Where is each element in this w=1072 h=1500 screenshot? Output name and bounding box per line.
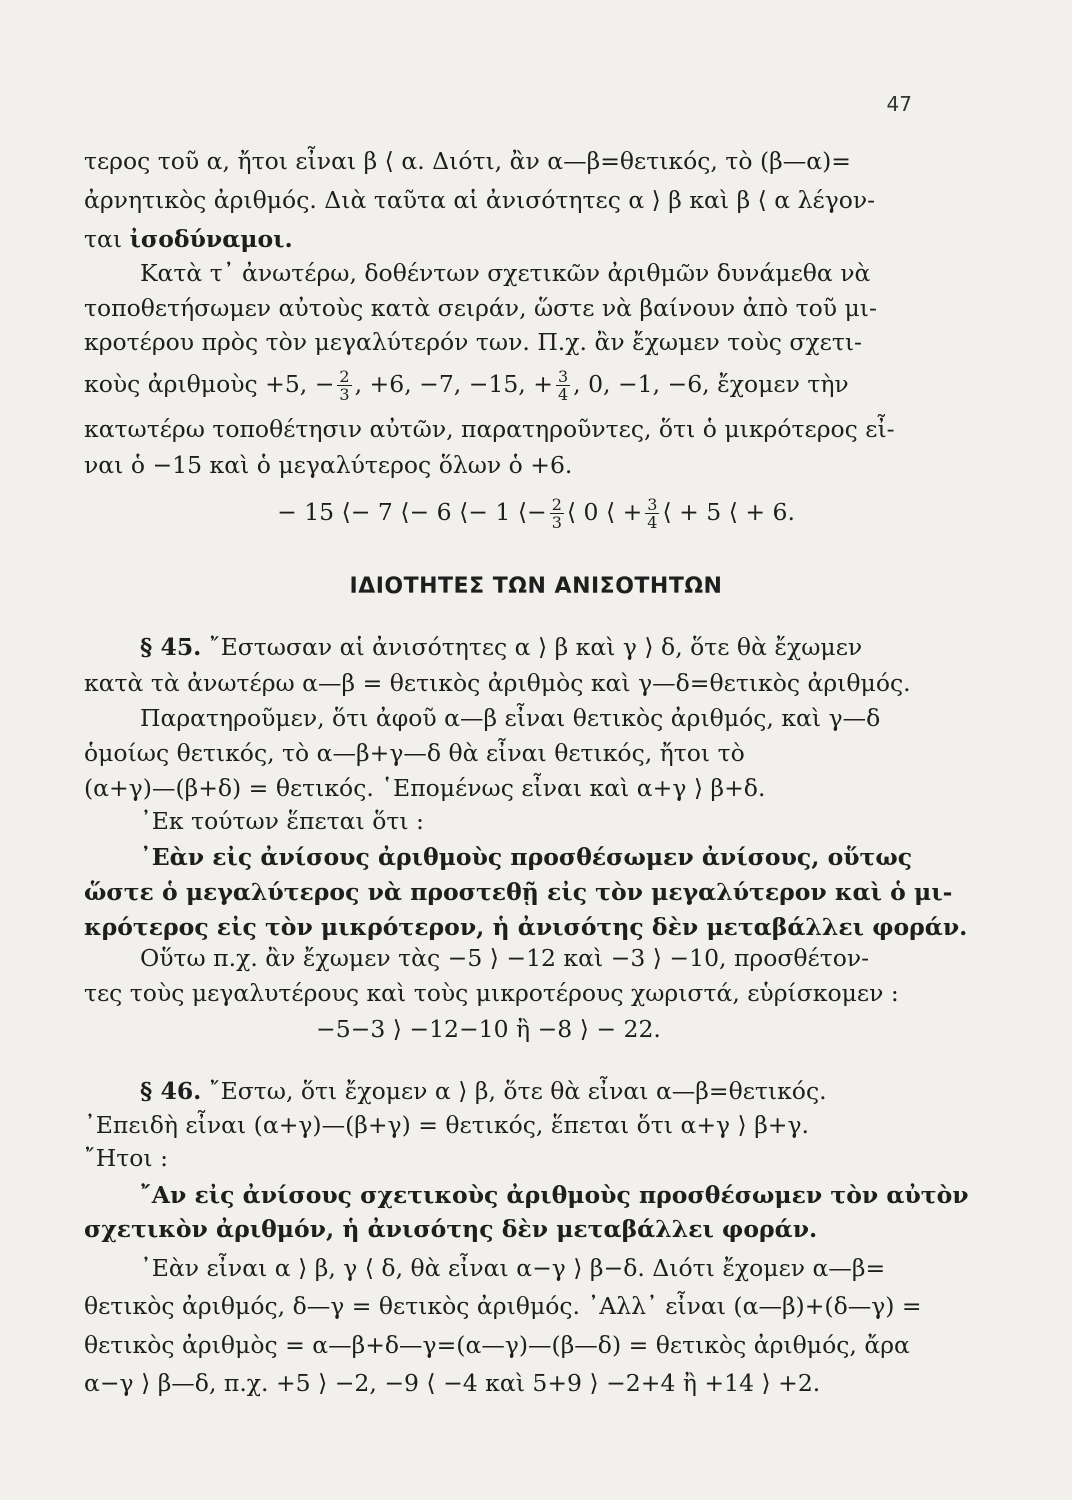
text-line: ᾽Εκ τούτων ἕπεται ὅτι : xyxy=(140,807,424,835)
fraction-denominator: 4 xyxy=(647,513,658,532)
rule-statement: ῎Αν εἰς ἀνίσους σχετικοὺς ἀριθμοὺς προσθέσωμεν τὸν αὐτὸν xyxy=(140,1181,969,1209)
text-fragment: ῎Εστωσαν αἱ ἀνισότητες α ⟩ β καὶ γ ⟩ δ, ὅτε θὰ ἔχωμεν xyxy=(208,633,863,661)
text-line: ᾽Επειδὴ εἶναι (α+γ)—(β+γ) = θετικός, ἕπεται ὅτι α+γ ⟩ β+γ. xyxy=(84,1111,809,1139)
section-number: § 45. xyxy=(140,633,202,661)
rule-statement: σχετικὸν ἀριθμόν, ἡ ἀνισότης δὲν μεταβάλλει φοράν. xyxy=(84,1215,818,1243)
rule-statement: ᾽Εὰν εἰς ἀνίσους ἀριθμοὺς προσθέσωμεν ἀνίσους, οὕτως xyxy=(140,843,913,871)
fraction-numerator: 3 xyxy=(647,495,658,514)
fraction xyxy=(556,368,570,403)
text-line: θετικὸς ἀριθμὸς = α—β+δ—γ=(α—γ)—(β—δ) = θετικὸς ἀριθμός, ἄρα xyxy=(84,1331,910,1359)
text-line: ᾽Εὰν εἶναι α ⟩ β, γ ⟨ δ, θὰ εἶναι α−γ ⟩ β−δ. Διότι ἔχομεν α—β= xyxy=(140,1254,886,1282)
fraction-denominator: 3 xyxy=(339,385,350,404)
fraction-numerator: 2 xyxy=(339,367,350,386)
text-line: Παρατηροῦμεν, ὅτι ἀφοῦ α—β εἶναι θετικὸς ἀριθμός, καὶ γ—δ xyxy=(140,704,881,732)
text-line: ἀρνητικὸς ἀριθμός. Διὰ ταῦτα αἱ ἀνισότητες α ⟩ β καὶ β ⟨ α λέγον- xyxy=(84,186,876,214)
text-fragment: κοὺς ἀριθμοὺς +5, − xyxy=(84,370,335,398)
text-line: ναι ὁ −15 καὶ ὁ μεγαλύτερος ὅλων ὁ +6. xyxy=(84,451,573,479)
text-line: Κατὰ τ᾽ ἀνωτέρω, δοθέντων σχετικῶν ἀριθμῶν δυνάμεθα νὰ xyxy=(140,259,871,287)
text-line: κατὰ τὰ ἀνωτέρω α—β = θετικὸς ἀριθμὸς καὶ γ—δ=θετικὸς ἀριθμός. xyxy=(84,669,911,697)
section-heading: ΙΔΙΟΤΗΤΕΣ ΤΩΝ ΑΝΙΣΟΤΗΤΩΝ xyxy=(349,574,723,599)
text-line xyxy=(140,1076,972,1106)
fraction-numerator: 2 xyxy=(551,495,562,514)
text-fragment: ῎Εστω, ὅτι ἔχομεν α ⟩ β, ὅτε θὰ εἶναι α—β=θετικός. xyxy=(208,1077,827,1105)
text-fragment: − 15 ⟨− 7 ⟨− 6 ⟨− 1 ⟨− xyxy=(277,498,547,526)
text-line: κροτέρου πρὸς τὸν μεγαλύτερόν των. Π.χ. ἂν ἔχωμεν τοὺς σχετι- xyxy=(84,328,862,356)
fraction xyxy=(337,368,351,403)
fraction xyxy=(645,496,659,531)
fraction-denominator: 4 xyxy=(557,385,569,404)
text-line-with-fractions xyxy=(84,368,916,403)
ordering-line xyxy=(0,496,1072,531)
rule-statement: ὥστε ὁ μεγαλύτερος νὰ προστεθῇ εἰς τὸν μεγαλύτερον καὶ ὁ μι- xyxy=(84,878,953,906)
text-line: Οὕτω π.χ. ἂν ἔχωμεν τὰς −5 ⟩ −12 καὶ −3 ⟩ −10, προσθέτον- xyxy=(140,944,870,972)
fraction-numerator: 3 xyxy=(557,367,569,386)
page-number: 47 xyxy=(886,92,912,116)
text-line: τες τοὺς μεγαλυτέρους καὶ τοὺς μικροτέρους χωριστά, εὑρίσκομεν : xyxy=(84,979,899,1007)
text-line: τερος τοῦ α, ἤτοι εἶναι β ⟨ α. Διότι, ἂν α—β=θετικός, τὸ (β—α)= xyxy=(84,147,851,175)
text-fragment: ⟨ 0 ⟨ + xyxy=(566,498,643,526)
text-line: α−γ ⟩ β—δ, π.χ. +5 ⟩ −2, −9 ⟨ −4 καὶ 5+9 ⟩ −2+4 ἢ +14 ⟩ +2. xyxy=(84,1369,821,1397)
fraction-denominator: 3 xyxy=(551,513,562,532)
text-line xyxy=(84,224,916,254)
text-fragment: , +6, −7, −15, + xyxy=(354,370,553,398)
section-number: § 46. xyxy=(140,1077,202,1105)
text-line: θετικὸς ἀριθμός, δ—γ = θετικὸς ἀριθμός. ᾽Αλλ᾽ εἶναι (α—β)+(δ—γ) = xyxy=(84,1292,922,1320)
text-fragment: ται xyxy=(84,225,130,253)
text-line xyxy=(140,632,972,662)
text-fragment: , 0, −1, −6, ἔχομεν τὴν xyxy=(573,370,849,398)
text-line: ῎Ητοι : xyxy=(84,1144,168,1172)
bold-term: ἰσοδύναμοι. xyxy=(129,225,293,253)
text-line: κατωτέρω τοποθέτησιν αὐτῶν, παρατηροῦντες, ὅτι ὁ μικρότερος εἶ- xyxy=(84,415,895,443)
text-line: ὁμοίως θετικός, τὸ α—β+γ—δ θὰ εἶναι θετικός, ἤτοι τὸ xyxy=(84,739,745,767)
rule-statement: κρότερος εἰς τὸν μικρότερον, ἡ ἀνισότης δὲν μεταβάλλει φοράν. xyxy=(84,913,968,941)
text-line: (α+γ)—(β+δ) = θετικός. ῾Επομένως εἶναι καὶ α+γ ⟩ β+δ. xyxy=(84,774,766,802)
text-line: τοποθετήσωμεν αὐτοὺς κατὰ σειράν, ὥστε νὰ βαίνουν ἀπὸ τοῦ μι- xyxy=(84,294,877,322)
text-fragment: ⟨ + 5 ⟨ + 6. xyxy=(662,498,795,526)
text-line: −5−3 ⟩ −12−10 ἢ −8 ⟩ − 22. xyxy=(316,1015,661,1043)
fraction xyxy=(550,496,564,531)
